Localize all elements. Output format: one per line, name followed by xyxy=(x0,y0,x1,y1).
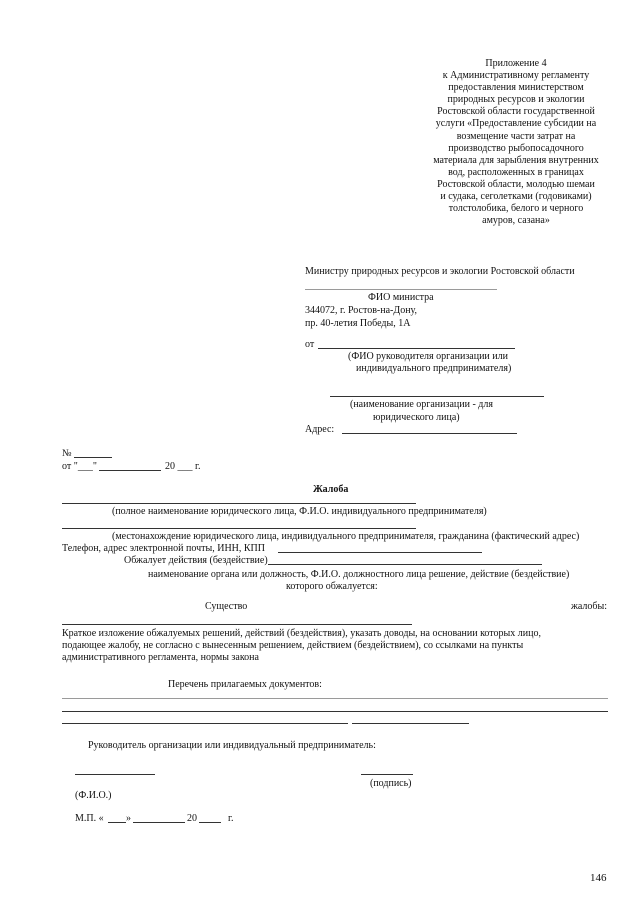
appendix-header xyxy=(410,58,622,227)
attachments-line-3a xyxy=(62,723,348,724)
addressee-minister: Министру природных ресурсов и экологии Ростовской области xyxy=(305,266,575,277)
address-line xyxy=(342,433,517,434)
appealed-line xyxy=(268,564,542,565)
attachments-line-3b xyxy=(352,723,469,724)
document-number-label: № xyxy=(62,448,72,459)
complaint-title: Жалоба xyxy=(313,484,349,495)
signature-fio-line xyxy=(75,774,155,775)
from-fio-line xyxy=(318,348,515,349)
complainant-name-line xyxy=(62,503,416,504)
attachments-label: Перечень прилагаемых документов: xyxy=(168,679,322,690)
appendix-line: услуги «Предоставление субсидии на xyxy=(435,118,597,130)
minister-fio-line xyxy=(305,289,497,290)
appendix-line: Ростовской области, молодью шемаи xyxy=(437,178,595,190)
fio-caption: (Ф.И.О.) xyxy=(75,790,112,801)
essence-left: Существо xyxy=(205,601,248,612)
document-date-year: 20 ___ г. xyxy=(165,461,201,472)
org-caption-1: (наименование организации - для xyxy=(350,399,493,410)
appendix-line: к Административному регламенту xyxy=(442,70,590,82)
complainant-location-line xyxy=(62,528,416,529)
contacts-label: Телефон, адрес электронной почты, ИНН, КПП xyxy=(62,543,266,554)
document-number-line xyxy=(74,457,112,458)
appendix-line: Ростовской области государственной xyxy=(437,106,595,118)
stamp-year: 20 xyxy=(187,813,197,824)
stamp-prefix: М.П. « xyxy=(75,813,104,824)
stamp-year-line xyxy=(199,822,221,823)
org-caption-2: юридического лица) xyxy=(373,412,460,423)
summary-line-1: Краткое изложение обжалуемых решений, действий (бездействия), указать доводы, на основании которых лицо, xyxy=(62,628,541,639)
ministry-address-line1: 344072, г. Ростов-на-Дону, xyxy=(305,305,418,316)
appealed-caption-2: которого обжалуется: xyxy=(286,581,378,592)
stamp-day-line xyxy=(108,822,126,823)
complainant-location-caption: (местонахождение юридического лица, индивидуального предпринимателя, гражданина (фактический адрес) xyxy=(112,531,580,542)
signature-line xyxy=(361,774,413,775)
contacts-line xyxy=(278,552,482,553)
summary-line-2: подающее жалобу, не согласно с вынесенным решением, действием (бездействием), со ссылками на пункты xyxy=(62,640,524,651)
signature-head-label: Руководитель организации или индивидуальный предприниматель: xyxy=(88,740,376,751)
appendix-line: производство рыбопосадочного xyxy=(448,142,584,154)
appendix-line: материала для зарыбления внутренних xyxy=(433,154,599,166)
stamp-mid: » xyxy=(126,813,131,824)
ministry-address-line2: пр. 40-летия Победы, 1А xyxy=(305,318,411,329)
essence-line xyxy=(62,624,412,625)
org-name-line xyxy=(330,396,544,397)
page-number: 146 xyxy=(590,872,607,884)
appendix-line: возмещение части затрат на xyxy=(456,130,576,142)
summary-line-3: административного регламента, нормы закона xyxy=(62,652,259,663)
appealed-label: Обжалует действия (бездействие) xyxy=(124,555,268,566)
from-caption-2: индивидуального предпринимателя) xyxy=(356,363,512,374)
appendix-line: и судака, сеголетками (годовиками) xyxy=(440,191,592,203)
signature-caption: (подпись) xyxy=(370,778,412,789)
appendix-line: амуров, сазана» xyxy=(482,215,550,227)
appealed-caption-1: наименование органа или должность, Ф.И.О. должностного лица решение, действие (бездействие) xyxy=(148,569,570,580)
essence-right: жалобы: xyxy=(571,601,608,612)
document-date-month-line xyxy=(99,470,161,471)
complainant-name-caption: (полное наименование юридического лица, Ф.И.О. индивидуального предпринимателя) xyxy=(112,506,487,517)
address-label: Адрес: xyxy=(305,424,335,435)
stamp-suffix: г. xyxy=(228,813,234,824)
document-date-prefix: от "___" xyxy=(62,461,97,472)
attachments-line-1 xyxy=(62,698,608,699)
from-prefix: от xyxy=(305,339,315,350)
minister-fio-caption: ФИО министра xyxy=(368,292,434,303)
appendix-line: Приложение 4 xyxy=(485,58,547,69)
appendix-line: природных ресурсов и экологии xyxy=(447,94,585,106)
from-caption-1: (ФИО руководителя организации или xyxy=(348,351,508,362)
attachments-line-2 xyxy=(62,711,608,712)
appendix-line: вод, расположенных в границах xyxy=(448,166,584,178)
stamp-month-line xyxy=(133,822,185,823)
appendix-line: толстолобика, белого и черного xyxy=(448,203,584,215)
appendix-line: предоставления министерством xyxy=(448,82,584,94)
